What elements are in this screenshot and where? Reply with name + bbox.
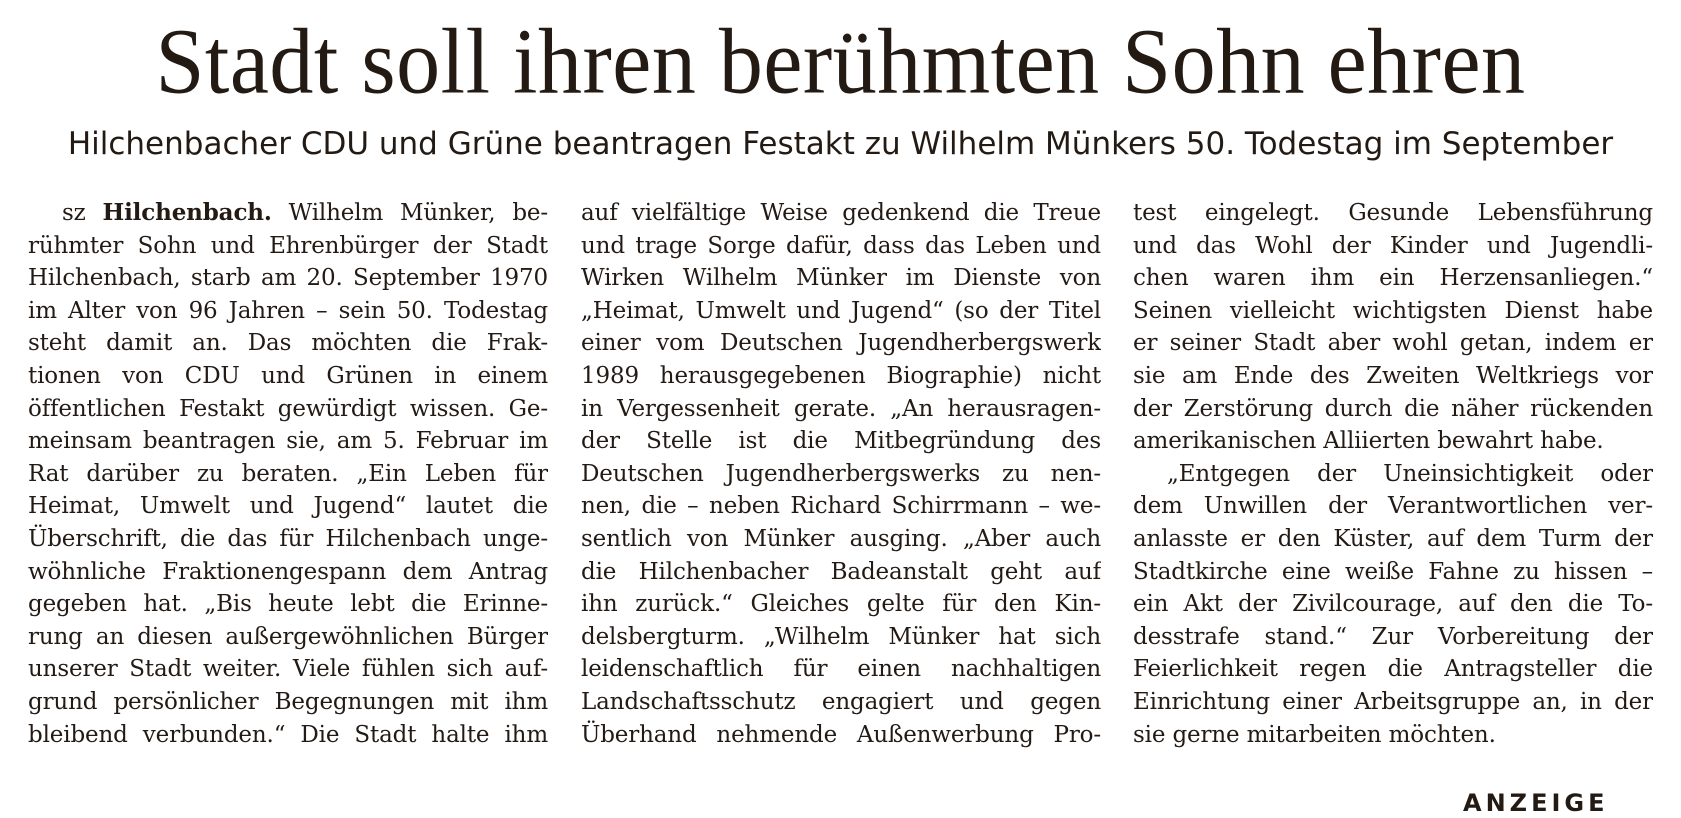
dateline-place: Hilchenbach. xyxy=(102,199,272,226)
article-line: ihn zurück.“ Gleiches gelte für den Kin- xyxy=(581,591,1101,618)
article-line: und trage Sorge dafür, dass das Leben und xyxy=(581,232,1101,259)
article-column-3 xyxy=(1133,197,1653,751)
article-line: Überhand nehmende Außenwerbung Pro- xyxy=(581,721,1101,748)
article-line: „Heimat, Umwelt und Jugend“ (so der Titel xyxy=(581,297,1101,324)
article-line: Überschrift, die das für Hilchenbach unge- xyxy=(28,525,548,552)
article-line: unserer Stadt weiter. Viele fühlen sich auf- xyxy=(28,656,548,683)
article-line: bleibend verbunden.“ Die Stadt halte ihm xyxy=(28,721,548,748)
article-line: sie gerne mitarbeiten möchten. xyxy=(1133,721,1496,748)
article-column-2 xyxy=(581,197,1101,751)
article-line: Deutschen Jugendherbergswerks zu nen- xyxy=(581,460,1101,487)
article-line: der Zerstörung durch die näher rückenden xyxy=(1133,395,1653,422)
article-line: nen, die – neben Richard Schirrmann – we- xyxy=(581,493,1101,520)
article-line: Feierlichkeit regen die Antragsteller die xyxy=(1133,656,1653,683)
article-line: grund persönlicher Begegnungen mit ihm xyxy=(28,688,548,715)
article-line: einer vom Deutschen Jugendherbergswerk xyxy=(581,330,1101,357)
article-line: rühmter Sohn und Ehrenbürger der Stadt xyxy=(28,232,548,259)
article-line: Seinen vielleicht wichtigsten Dienst habe xyxy=(1133,297,1653,324)
article-line: steht damit an. Das möchten die Frak- xyxy=(28,330,548,357)
article-line: im Alter von 96 Jahren – sein 50. Todestag xyxy=(28,297,548,324)
article-line: der Stelle ist die Mitbegründung des xyxy=(581,428,1101,455)
article-line: sie am Ende des Zweiten Weltkriegs vor xyxy=(1133,362,1653,389)
article-line: er seiner Stadt aber wohl getan, indem er xyxy=(1133,330,1653,357)
article-line: die Hilchenbacher Badeanstalt geht auf xyxy=(581,558,1101,585)
article-line: anlasste er den Küster, auf dem Turm der xyxy=(1133,525,1653,552)
article-line: sentlich von Münker ausging. „Aber auch xyxy=(581,525,1101,552)
article-line: Heimat, Umwelt und Jugend“ lautet die xyxy=(28,493,548,520)
dateline-prefix: sz xyxy=(62,200,103,226)
article-line: Rat darüber zu beraten. „Ein Leben für xyxy=(28,460,548,487)
article-line: desstrafe stand.“ Zur Vorbereitung der xyxy=(1133,623,1653,650)
article-line: öffentlichen Festakt gewürdigt wissen. Ge- xyxy=(28,395,548,422)
article-headline: Stadt soll ihren berühmten Sohn ehren xyxy=(155,11,1526,114)
article-line: Landschaftsschutz engagiert und gegen xyxy=(581,688,1101,715)
article-line: Einrichtung einer Arbeitsgruppe an, in der xyxy=(1133,688,1653,715)
article-line: meinsam beantragen sie, am 5. Februar im xyxy=(28,428,548,455)
article-column-1 xyxy=(28,197,548,751)
article-subheadline: Hilchenbacher CDU und Grüne beantragen Festakt zu Wilhelm Münkers 50. Todestag im September xyxy=(67,126,1614,162)
article-line: chen waren ihm ein Herzensanliegen.“ xyxy=(1133,265,1653,292)
article-line: 1989 herausgegebenen Biographie) nicht xyxy=(581,362,1101,389)
article-line: auf vielfältige Weise gedenkend die Treue xyxy=(581,200,1101,226)
article-line: Hilchenbach, starb am 20. September 1970 xyxy=(28,265,548,292)
article-line: gegeben hat. „Bis heute lebt die Erinne- xyxy=(28,591,548,618)
article-line: Wirken Wilhelm Münker im Dienste von xyxy=(581,265,1101,292)
article-line: in Vergessenheit gerate. „An herausragen- xyxy=(581,395,1101,422)
article-line: wöhnliche Fraktionengespann dem Antrag xyxy=(28,558,548,585)
article-line: ein Akt der Zivilcourage, auf den die To- xyxy=(1133,591,1653,618)
article-line xyxy=(28,197,548,230)
article-line: tionen von CDU und Grünen in einem xyxy=(28,362,548,389)
article-line: Stadtkirche eine weiße Fahne zu hissen – xyxy=(1133,558,1653,585)
article-line: dem Unwillen der Verantwortlichen ver- xyxy=(1133,493,1653,520)
article-line: test eingelegt. Gesunde Lebensführung xyxy=(1133,200,1653,226)
article-line: leidenschaftlich für einen nachhaltigen xyxy=(581,656,1101,683)
article-line: und das Wohl der Kinder und Jugendli- xyxy=(1133,232,1653,259)
article-line-text: Wilhelm Münker, be- xyxy=(271,200,548,226)
article-line: rung an diesen außergewöhnlichen Bürger xyxy=(28,623,548,650)
ad-label: ANZEIGE xyxy=(1463,789,1609,817)
article-line: delsbergturm. „Wilhelm Münker hat sich xyxy=(581,623,1101,650)
article-line: „Entgegen der Uneinsichtigkeit oder xyxy=(1167,460,1653,487)
article-line: amerikanischen Alliierten bewahrt habe. xyxy=(1133,428,1604,455)
